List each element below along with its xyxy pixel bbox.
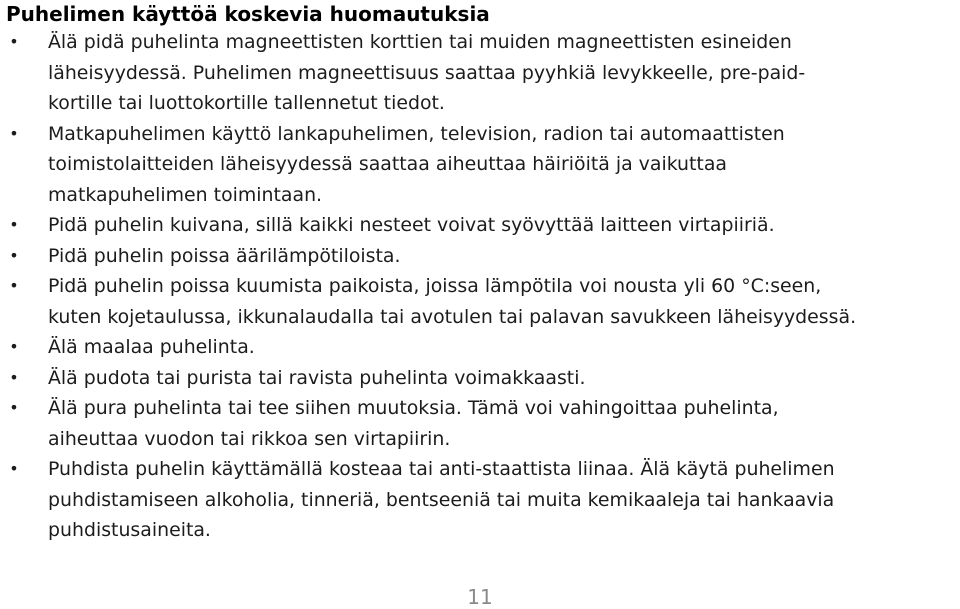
list-item xyxy=(0,27,960,119)
bullet-marker: • xyxy=(9,32,19,51)
text-line: Älä pudota tai purista tai ravista puhelinta voimakkaasti. xyxy=(48,366,586,389)
text-line: Matkapuhelimen käyttö lankapuhelimen, television, radion tai automaattisten xyxy=(48,122,785,145)
bullet-marker: • xyxy=(9,245,19,265)
text-line: Älä pidä puhelinta magneettisten korttien tai muiden magneettisten esineiden xyxy=(48,31,792,53)
list-item-text xyxy=(48,271,960,332)
text-line: puhdistusaineita. xyxy=(48,519,211,541)
text-line: Pidä puhelin poissa äärilämpötiloista. xyxy=(48,244,401,267)
list-item-text xyxy=(48,119,960,211)
text-line: matkapuhelimen toimintaan. xyxy=(48,183,323,206)
page-number: 11 xyxy=(467,585,493,609)
bullet-marker: • xyxy=(9,276,19,295)
bullet-list xyxy=(0,27,960,546)
list-item xyxy=(0,393,960,454)
list-item-text xyxy=(48,27,960,119)
bullet-marker: • xyxy=(9,398,19,417)
text-line: puhdistamiseen alkoholia, tinneriä, bentseeniä tai muita kemikaaleja tai hankaavia xyxy=(48,488,835,511)
list-item-text xyxy=(48,363,960,394)
list-item xyxy=(0,271,960,332)
list-item xyxy=(0,332,960,363)
text-line: kuten kojetaulussa, ikkunalaudalla tai avotulen tai palavan savukkeen läheisyydessä. xyxy=(48,305,857,328)
list-item xyxy=(0,119,960,211)
bullet-marker: • xyxy=(9,337,19,356)
bullet-marker: • xyxy=(9,215,19,234)
list-item-text xyxy=(48,454,960,546)
list-item-text xyxy=(48,332,960,363)
text-line: Puhdista puhelin käyttämällä kosteaa tai anti-staattista liinaa. Älä käytä puhelimen xyxy=(48,458,835,480)
text-line: Pidä puhelin kuivana, sillä kaikki nesteet voivat syövyttää laitteen virtapiiriä. xyxy=(48,214,775,236)
list-item xyxy=(0,241,960,272)
text-line: läheisyydessä. Puhelimen magneettisuus saattaa pyyhkiä levykkeelle, pre-paid- xyxy=(48,61,806,84)
text-line: Älä pura puhelinta tai tee siihen muutoksia. Tämä voi vahingoittaa puhelinta, xyxy=(48,397,779,419)
bullet-marker: • xyxy=(9,367,19,387)
text-line: toimistolaitteiden läheisyydessä saattaa aiheuttaa häiriöitä ja vaikuttaa xyxy=(48,153,728,175)
text-line: aiheuttaa vuodon tai rikkoa sen virtapiirin. xyxy=(48,427,451,450)
bullet-marker: • xyxy=(9,123,19,143)
page-title: Puhelimen käyttöä koskevia huomautuksia xyxy=(6,2,490,26)
text-line: Älä maalaa puhelinta. xyxy=(48,336,255,358)
list-item xyxy=(0,454,960,546)
text-line: kortille tai luottokortille tallennetut tiedot. xyxy=(48,92,445,114)
list-item-text xyxy=(48,210,960,241)
list-item xyxy=(0,210,960,241)
list-item-text xyxy=(48,393,960,454)
list-item-text xyxy=(48,241,960,272)
text-line: Pidä puhelin poissa kuumista paikoista, joissa lämpötila voi nousta yli 60 °C:seen, xyxy=(48,275,822,297)
list-item xyxy=(0,363,960,394)
bullet-marker: • xyxy=(9,459,19,478)
